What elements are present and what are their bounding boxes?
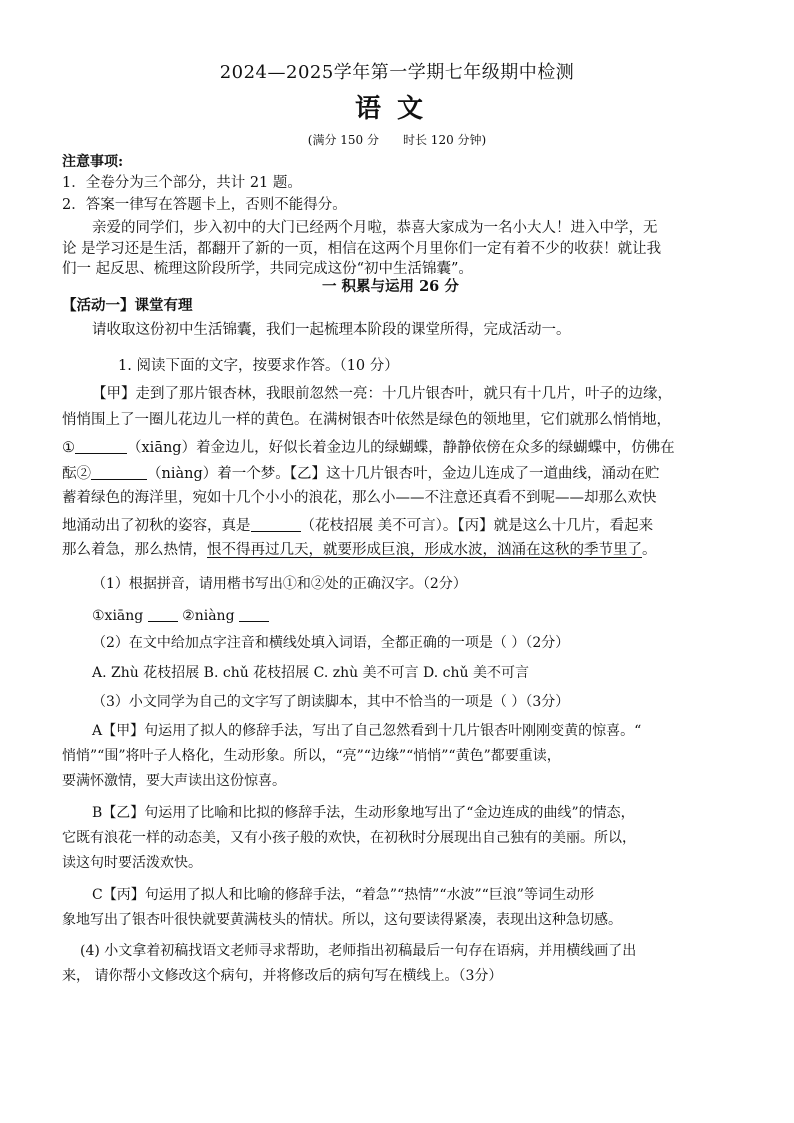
subq-1-stem: （1）根据拼音，请用楷书写出①和②处的正确汉字。（2分）	[92, 576, 467, 592]
subq-2-stem: （2）在文中给加点字注音和横线处填入词语，全都正确的一项是（ ）（2分）	[92, 635, 570, 651]
subq-4-line-1: (4) 小文拿着初稿找语文老师寻求帮助，老师指出初稿最后一句存在语病，并用横线画了出	[80, 943, 637, 959]
option-b-line-3: 读这句时要活泼欢快。	[62, 855, 202, 871]
passage-line-1: 【甲】走到了那片银杏林，我眼前忽然一亮：十几片银杏叶，就只有十几片，叶子的边缘，	[92, 386, 672, 402]
passage-line-7-start: 那么着急，那么热情，	[62, 542, 207, 558]
intro-line-1: 亲爱的同学们，步入初中的大门已经两个月啦，恭喜大家成为一名小大人！进入中学，无	[92, 220, 658, 236]
subq-2-options: A. Zhù 花枝招展 B. chǔ 花枝招展 C. zhù 美不可言 D. chǔ 美不可言	[92, 665, 530, 681]
exam-title: 2024—2025学年第一学期七年级期中检测	[219, 62, 575, 83]
passage-line-4-rest: （niàng）着一个梦。【乙】这十几片银杏叶，金边儿连成了一道曲线，涌动在贮	[147, 466, 660, 482]
intro-line-3: 们一 起反思、梳理这阶段所学，共同完成这份“初中生活锦囊”。	[62, 261, 473, 277]
passage-line-7-end: 。	[642, 542, 657, 558]
option-a-line-3: 要满怀激情，要大声读出这份惊喜。	[62, 773, 286, 789]
blank-2-line[interactable]	[91, 465, 147, 480]
option-c-line-1: C【丙】句运用了拟人和比喻的修辞手法，“着急”“热情”“水波”“巨浪”等词生动形	[92, 887, 594, 903]
blank-1-label: ①	[62, 440, 75, 456]
blank-1-line[interactable]	[75, 439, 127, 454]
underlined-sentence: 恨不得再过几天，就要形成巨浪，形成水波，汹涌在这秋的季节里了	[207, 542, 642, 558]
option-c-line-2: 象地写出了银杏叶很快就要黄满枝头的情状。所以，这句要读得紧凑，表现出这种急切感。	[62, 912, 622, 928]
passage-line-5: 蓄着绿色的海洋里，宛如十几个小小的浪花，那么小——不注意还真看不到呢——却那么欢快	[62, 490, 657, 506]
passage-line-6-start: 地涌动出了初秋的姿容，真是	[62, 518, 251, 534]
section-title: 一 积累与运用 26 分	[322, 278, 459, 295]
activity-label: 【活动一】课堂有理	[62, 297, 193, 314]
passage-line-6	[62, 517, 653, 534]
notes-title: 注意事项:	[62, 154, 124, 170]
subq-4-line-2: 来， 请你帮小文修改这个病句，并将修改后的病句写在横线上。（3分）	[62, 968, 503, 984]
answer-2-label: ②niàng	[182, 608, 235, 624]
option-b-line-1: B【乙】句运用了比喻和比拟的修辞手法，生动形象地写出了“金边连成的曲线”的情态，	[92, 805, 635, 821]
answer-2-blank[interactable]	[239, 607, 269, 622]
passage-line-2: 悄悄围上了一圈儿花边儿一样的黄色。在满树银杏叶依然是绿色的领地里，它们就那么悄悄地，	[62, 412, 671, 428]
blank-3-line[interactable]	[251, 517, 301, 532]
subq-3-stem: （3）小文同学为自己的文字写了朗读脚本，其中不恰当的一项是（ ）（3分）	[92, 694, 570, 710]
intro-line-2: 论 是学习还是生活，都翻开了新的一页，相信在这两个月里你们一定有着不少的收获！就让我	[62, 241, 662, 257]
answer-1-blank[interactable]	[148, 607, 178, 622]
option-a-line-1: A【甲】句运用了拟人的修辞手法，写出了自己忽然看到十几片银杏叶刚刚变黄的惊喜。“	[92, 723, 642, 739]
answer-1-label: ①xiāng	[92, 608, 144, 624]
passage-line-3	[62, 439, 675, 456]
option-a-line-2: 悄悄”“围”将叶子人格化，生动形象。所以，“亮”“边缘”“悄悄”“黄色”都要重读，	[62, 748, 561, 764]
subject-title: 语文	[354, 94, 439, 124]
blank-2-label: 酝②	[62, 466, 91, 482]
passage-line-4	[62, 465, 660, 482]
subq-1-answers	[92, 607, 269, 623]
notes-item-1: 1．全卷分为三个部分，共计 21 题。	[62, 175, 302, 191]
activity-intro: 请收取这份初中生活锦囊，我们一起梳理本阶段的课堂所得，完成活动一。	[92, 322, 571, 338]
passage-line-3-rest: （xiāng）着金边儿，好似长着金边儿的绿蝴蝶，静静依傍在众多的绿蝴蝶中，仿佛在	[127, 440, 675, 456]
question-1-stem: 1. 阅读下面的文字，按要求作答。（10 分）	[118, 358, 399, 374]
passage-line-6-rest: （花枝招展 美不可言）。【丙】就是这么十几片，看起来	[300, 518, 654, 534]
exam-meta: (满分 150 分 时长 120 分钟)	[307, 133, 487, 147]
passage-line-7	[62, 543, 657, 558]
option-b-line-2: 它既有浪花一样的动态美，又有小孩子般的欢快，在初秋时分展现出自己独有的美丽。所以，	[62, 830, 636, 846]
notes-item-2: 2．答案一律写在答题卡上，否则不能得分。	[62, 197, 347, 213]
